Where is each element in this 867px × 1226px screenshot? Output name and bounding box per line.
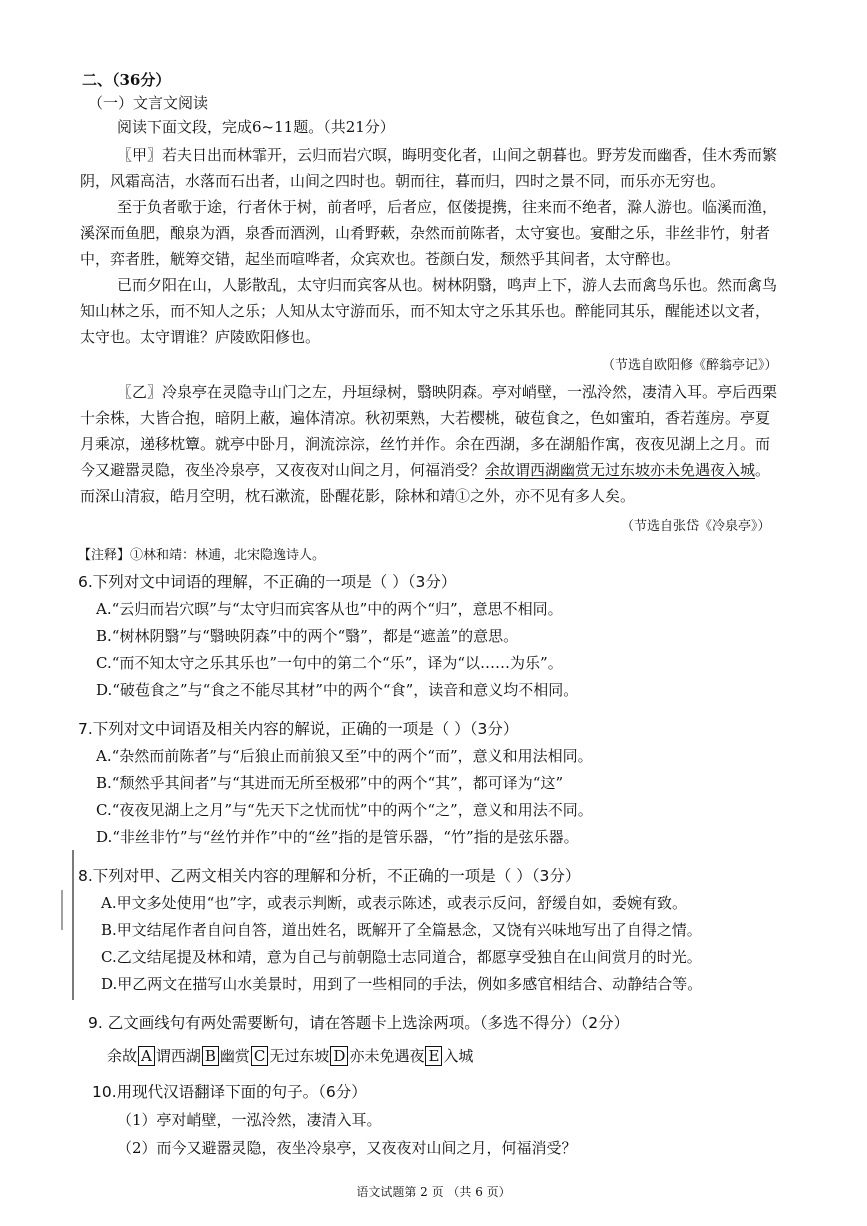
- passage-a-line: 知山林之乐，而不知人之乐；人知从太守游而乐，而不知太守之乐其乐也。醉能同其乐，醒能述以文者，: [80, 302, 771, 320]
- segment: 幽赏: [219, 1047, 250, 1065]
- passage-a-line: 溪深而鱼肥，酿泉为酒，泉香而酒洌，山肴野蔌，杂然而前陈者，太守宴也。宴酣之乐，非丝非竹，射者: [80, 224, 771, 242]
- section-heading: 二、（36分）: [82, 71, 171, 89]
- passage-b-line: 月乘凉，递移枕簟。就亭中卧月，涧流淙淙，丝竹并作。余在西湖，多在湖船作寓，夜夜见湖上之月。而: [80, 435, 771, 453]
- break-option-a[interactable]: A: [138, 1046, 155, 1066]
- question-7-option-d[interactable]: D.“非丝非竹”与“丝竹并作”中的“丝”指的是管乐器，“竹”指的是弦乐器。: [96, 828, 579, 846]
- passage-a-source: （节选自欧阳修《醉翁亭记》）: [602, 358, 778, 373]
- passage-a-line: 已而夕阳在山，人影散乱，太守归而宾客从也。树林阴翳，鸣声上下，游人去而禽鸟乐也。然而禽鸟: [117, 276, 778, 294]
- question-7-option-c[interactable]: C.“夜夜见湖上之月”与“先天下之忧而忧”中的两个“之”，意义和用法不同。: [96, 801, 593, 819]
- segment: 谓西湖: [155, 1047, 201, 1065]
- question-7-option-b[interactable]: B.“颓然乎其间者”与“其进而无所至极邪”中的两个“其”，都可译为“这”: [96, 774, 564, 792]
- segment: 亦未免遇夜: [349, 1047, 425, 1065]
- question-6-stem: 6.下列对文中词语的理解，不正确的一项是（ ）（3分）: [78, 573, 457, 591]
- passage-a-line: 中，弈者胜，觥筹交错，起坐而喧哗者，众宾欢也。苍颜白发，颓然乎其间者，太守醉也。: [80, 250, 681, 268]
- question-8-option-d[interactable]: D.甲乙两文在描写山水美景时，用到了一些相同的手法，例如多感官相结合、动静结合等。: [101, 975, 703, 993]
- break-option-e[interactable]: E: [425, 1046, 442, 1066]
- passage-a-line: 至于负者歌于途，行者休于树，前者呼，后者应，伛偻提携，往来而不绝者，滁人游也。临溪而渔，: [117, 198, 778, 216]
- segment: 入城: [443, 1047, 474, 1065]
- segment: 无过东坡: [269, 1047, 330, 1065]
- passage-b-source: （节选自张岱《冷泉亭》）: [621, 519, 771, 534]
- question-10-stem: 10.用现代汉语翻译下面的句子。（6分）: [92, 1083, 367, 1101]
- question-6-option-d[interactable]: D.“破苞食之”与“食之不能尽其材”中的两个“食”，读音和意义均不相同。: [96, 681, 579, 699]
- question-6-option-b[interactable]: B.“树林阴翳”与“翳映阴森”中的两个“翳”，都是“遮盖”的意思。: [96, 627, 519, 645]
- passage-a-line: 太守也。太守谓谁？庐陵欧阳修也。: [80, 328, 321, 346]
- question-10-item-2: （2）而今又避嚣灵隐，夜坐冷泉亭，又夜夜对山间之月，何福消受？: [117, 1139, 577, 1157]
- question-10-item-1: （1）亭对峭壁，一泓泠然，凄清入耳。: [117, 1111, 382, 1129]
- passage-a-line: 〖甲〗若夫日出而林霏开，云归而岩穴暝，晦明变化者，山间之朝暮也。野芳发而幽香，佳木秀而繁: [117, 146, 778, 164]
- break-option-b[interactable]: B: [202, 1046, 219, 1066]
- question-8-stem: 8.下列对甲、乙两文相关内容的理解和分析，不正确的一项是（ ）（3分）: [78, 867, 581, 885]
- question-7-stem: 7.下列对文中词语及相关内容的解说，正确的一项是（ ）（3分）: [78, 720, 519, 738]
- passage-a-line: 阴，风霜高洁，水落而石出者，山间之四时也。朝而往，暮而归，四时之景不同，而乐亦无穷也。: [80, 172, 726, 190]
- segment: 余故: [107, 1047, 138, 1065]
- question-6-option-a[interactable]: A.“云归而岩穴暝”与“太守归而宾客从也”中的两个“归”，意思不相同。: [96, 600, 563, 618]
- question-8-option-c[interactable]: C.乙文结尾提及林和靖，意为自己与前朝隐士志同道合，都愿享受独自在山间赏月的时光。: [101, 948, 702, 966]
- reading-instruction: 阅读下面文段，完成6~11题。（共21分）: [117, 118, 395, 136]
- underlined-sentence: 余故谓西湖幽赏无过东坡亦未免遇夜入城: [485, 461, 756, 479]
- passage-b-line: 而深山清寂，皓月空明，枕石漱流，卧醒花影，除林和靖①之外，亦不见有多人矣。: [80, 487, 636, 505]
- question-8-option-b[interactable]: B.甲文结尾作者自问自答，道出姓名，既解开了全篇悬念，又饶有兴味地写出了自得之情。: [101, 921, 702, 939]
- underlined-sentence-end: 。: [755, 461, 771, 479]
- annotation-note: 【注释】①林和靖：林逋，北宋隐逸诗人。: [78, 548, 326, 563]
- break-option-d[interactable]: D: [330, 1046, 348, 1066]
- page-footer: 语文试题第 2 页 （共 6 页）: [356, 1185, 511, 1199]
- passage-b-line-text: 今又避嚣灵隐，夜坐冷泉亭，又夜夜对山间之月，何福消受？: [80, 461, 486, 479]
- break-option-c[interactable]: C: [251, 1046, 268, 1066]
- subsection-heading: （一）文言文阅读: [88, 94, 209, 112]
- question-6-option-c[interactable]: C.“而不知太守之乐其乐也”一句中的第二个“乐”，译为“以……为乐”。: [96, 654, 563, 672]
- passage-b-line: 〖乙〗冷泉亭在灵隐寺山门之左，丹垣绿树，翳映阴森。亭对峭壁，一泓泠然，凄清入耳。亭后西栗: [117, 383, 778, 401]
- question-8-option-a[interactable]: A.甲文多处使用“也”字，或表示判断，或表示陈述，或表示反问，舒缓自如，委婉有致。: [101, 894, 687, 912]
- passage-b-line: 十余株，大皆合抱，暗阴上蔽，遍体清凉。秋初栗熟，大若樱桃，破苞食之，色如蜜珀，香若莲房。亭夏: [80, 409, 771, 427]
- question-9-stem: 9. 乙文画线句有两处需要断句，请在答题卡上选涂两项。（多选不得分）（2分）: [88, 1014, 630, 1032]
- question-7-option-a[interactable]: A.“杂然而前陈者”与“后狼止而前狼又至”中的两个“而”，意义和用法相同。: [96, 747, 593, 765]
